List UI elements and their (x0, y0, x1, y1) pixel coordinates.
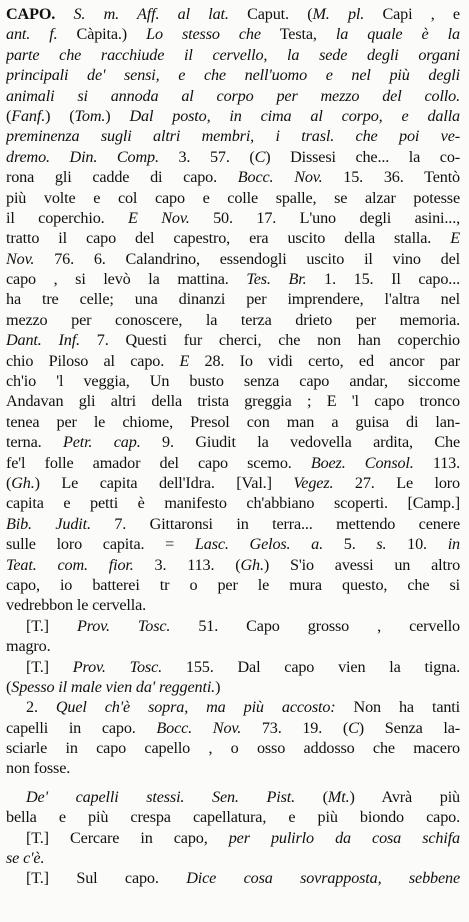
text-line (6, 45, 460, 65)
text-segment: Càpita.) (57, 25, 147, 44)
text-segment: Testa, (260, 25, 336, 44)
text-segment: ( (294, 787, 328, 806)
text-segment: 1. 15. Il capo... (306, 270, 460, 289)
italic-text: Spesso il male vien da' reggenti. (11, 677, 216, 696)
text-line (6, 807, 460, 827)
text-segment: tenea per le chiome, Presol con man a guisa di lan- (6, 412, 460, 431)
text-segment: tratto il capo del capestro, era uscito della stalla. (6, 229, 451, 248)
italic-text: Fanf. (11, 106, 46, 125)
text-line (6, 249, 460, 269)
text-line (6, 65, 460, 85)
text-segment: ( (6, 106, 12, 125)
italic-text: Tom. (74, 106, 106, 125)
text-segment: capo, io batterei tr o per le mura questo, che si (6, 575, 460, 594)
italic-text: s. (376, 535, 387, 554)
text-line (6, 432, 460, 452)
text-line (6, 787, 460, 807)
italic-text: Lasc. Gelos. a. (194, 535, 324, 554)
italic-text: Prov. Tosc. (72, 657, 163, 676)
text-line (6, 371, 460, 391)
italic-text: preminenza sugli altri membri, i trasl. che poi ve- (6, 127, 460, 146)
italic-text: Nov. (6, 249, 35, 268)
text-line (6, 473, 460, 493)
text-segment: ) (215, 677, 221, 696)
text-line (6, 758, 460, 778)
text-line (6, 697, 460, 717)
text-line (6, 718, 460, 738)
italic-text: la quale è la (335, 25, 460, 44)
text-segment: 28. Io vidi certo, ed ancor par (189, 351, 460, 370)
italic-text: animali si annoda al corpo per mezzo del collo. (6, 86, 460, 105)
italic-text: C (254, 147, 266, 166)
text-line (6, 289, 460, 309)
italic-text: principali de' sensi, e che nell'uomo e nel più degli (6, 66, 460, 85)
text-line (6, 147, 460, 167)
headword: CAPO. (6, 5, 56, 23)
text-segment: ha tre celle; una dinanzi per imprendere, l'altra nel (6, 290, 460, 309)
italic-text: E (450, 229, 460, 248)
text-segment: [T.] Cercare in capo, (26, 828, 229, 847)
text-line (6, 636, 460, 656)
text-line (6, 269, 460, 289)
text-segment: ( (6, 473, 12, 492)
text-line (6, 848, 460, 868)
italic-text: parte che racchiude il cervello, la sede degli organi (6, 45, 460, 64)
text-line (6, 4, 460, 24)
italic-text: Gh. (11, 473, 35, 492)
text-segment: non fosse. (6, 759, 71, 778)
text-segment: capo , si levò la mattina. (6, 270, 247, 289)
text-segment: ch'io 'l veggia, Un busto senza capo andar, siccome (6, 372, 460, 391)
italic-text: Dal posto, in cima al corpo, e dalla (129, 106, 460, 125)
text-segment: ) Dissesi che... la co- (265, 147, 460, 166)
text-segment: 113. (413, 453, 460, 472)
italic-text: Bocc. Nov. (237, 168, 323, 187)
italic-text: Prov. Tosc. (76, 616, 171, 635)
text-segment: ) (105, 106, 130, 125)
text-segment: 15. 36. Tentò (322, 168, 460, 187)
text-line (6, 657, 460, 677)
text-line (6, 310, 460, 330)
text-line (6, 208, 460, 228)
text-line (6, 595, 460, 615)
text-segment: 9. Giudit la vedovella ardita, Che (140, 433, 460, 452)
text-line (6, 167, 460, 187)
italic-text: Dice cosa sovrapposta, sebbene (186, 869, 460, 888)
italic-text: Quel ch'è sopra, ma più accosto: (55, 698, 336, 717)
italic-text: Gh. (240, 555, 264, 574)
text-segment: Capi , e (364, 5, 460, 23)
text-segment: 3. 113. ( (133, 555, 241, 574)
text-segment: ) Senza la- (358, 718, 460, 737)
text-segment: 7. Gittaronsi in terra... mettendo cenere (90, 514, 460, 533)
italic-text: M. pl. (312, 5, 365, 23)
text-segment: rona gli cadde di capo. (6, 168, 238, 187)
text-segment: fe'l folle amador del capo scemo. (6, 453, 311, 472)
text-line (6, 534, 460, 554)
text-segment: 155. Dal capo vien la tigna. (162, 657, 460, 676)
italic-text: ant. f. (6, 25, 58, 44)
italic-text: Teat. com. fior. (6, 555, 134, 574)
italic-text: S. m. Aff. al lat. (55, 5, 229, 23)
text-segment: [T.] (26, 616, 77, 635)
italic-text: Bocc. Nov. (156, 718, 242, 737)
italic-text: C (348, 718, 359, 737)
text-segment: mezzo per conoscere, la terza drieto per memoria. (6, 310, 460, 329)
text-segment: il coperchio. (6, 208, 129, 227)
text-segment: ) S'io avessi un altro (263, 555, 460, 574)
text-line (6, 453, 460, 473)
italic-text: se c'è. (6, 849, 45, 868)
text-segment: magro. (6, 637, 51, 656)
dictionary-entry-capo (6, 4, 460, 889)
text-segment: chio Piloso al capo. (6, 351, 180, 370)
text-segment: 76. 6. Calandrino, essendogli uscito il vino del (34, 249, 460, 268)
italic-text: Petr. cap. (62, 433, 141, 452)
italic-text: in (447, 535, 460, 554)
text-segment: 51. Capo grosso , cervello (170, 616, 460, 635)
text-line (6, 86, 460, 106)
italic-text: E Nov. (128, 208, 190, 227)
text-segment: Non ha tanti (335, 698, 460, 717)
text-line (6, 330, 460, 350)
text-segment: terna. (6, 433, 63, 452)
text-line (6, 106, 460, 126)
text-line (6, 738, 460, 758)
text-segment: sciarle in capo capello , o osso addosso che macero (6, 739, 460, 758)
text-segment: 3. 57. ( (158, 147, 255, 166)
text-line (6, 126, 460, 146)
italic-text: Lo stesso che (146, 25, 261, 44)
text-line (6, 575, 460, 595)
text-line (6, 868, 460, 888)
italic-text: per pulirlo da cosa schifa (228, 828, 460, 847)
text-line (6, 493, 460, 513)
text-line (6, 351, 460, 371)
text-line (6, 514, 460, 534)
text-segment: 7. Questi fur cherci, che non han coperchio (79, 331, 460, 350)
text-segment: [T.] (26, 657, 73, 676)
text-segment: capita e petti è manifesto ch'abbiano scoperti. [Camp.] (6, 494, 460, 513)
text-segment: ) ( (45, 106, 75, 125)
text-segment: 10. (386, 535, 448, 554)
text-line (6, 24, 460, 44)
text-segment: capelli in capo. (6, 718, 157, 737)
text-segment: bella e più crespa capellatura, e più biondo capo. (6, 808, 460, 827)
text-line (6, 412, 460, 432)
italic-text: Boez. Consol. (310, 453, 414, 472)
text-line (6, 828, 460, 848)
text-segment: ) Avrà più (349, 787, 460, 806)
text-line (6, 616, 460, 636)
italic-text: Bib. Judit. (6, 514, 91, 533)
text-segment: sulle loro capita. = (6, 535, 195, 554)
italic-text: De' capelli stessi. Sen. Pist. (26, 787, 295, 806)
text-line (6, 228, 460, 248)
text-line (6, 391, 460, 411)
text-segment: più volte e col capo e colle spalle, se alzar potesse (6, 188, 460, 207)
text-line (6, 555, 460, 575)
text-segment: Andavan gli altri della trista greggia ; E 'l capo tronco (6, 392, 460, 411)
text-segment: 50. 17. L'uno degli asini..., (189, 208, 460, 227)
italic-text: dremo. Din. Comp. (6, 147, 159, 166)
text-segment: ) Le capita dell'Idra. [Val.] (34, 473, 294, 492)
text-line (6, 188, 460, 208)
italic-text: Vegez. (293, 473, 334, 492)
text-segment: vedrebbon le cervella. (6, 596, 147, 615)
text-segment: 73. 19. ( (241, 718, 349, 737)
text-segment: 27. Le loro (333, 473, 460, 492)
text-line (6, 677, 460, 697)
text-segment: ( (6, 677, 12, 696)
italic-text: E (179, 351, 190, 370)
text-segment: 2. (26, 698, 56, 717)
italic-text: Mt. (327, 787, 350, 806)
text-segment: 5. (323, 535, 377, 554)
italic-text: Dant. Inf. (6, 331, 80, 350)
text-segment: Caput. ( (228, 5, 313, 23)
text-segment: [T.] Sul capo. (26, 869, 187, 888)
italic-text: Tes. Br. (246, 270, 307, 289)
